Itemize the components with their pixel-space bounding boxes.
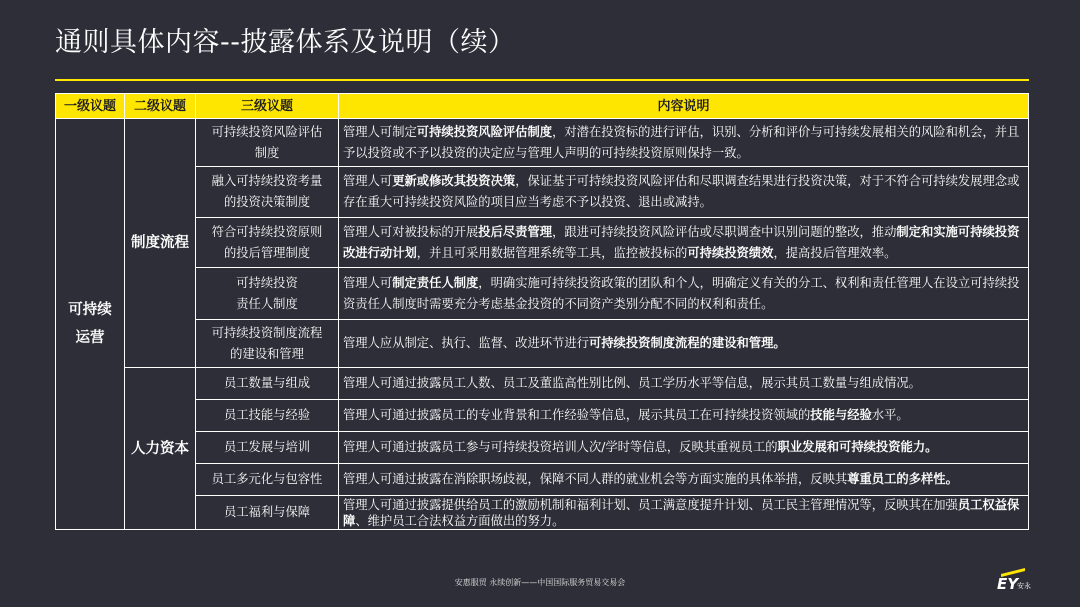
description-cell bbox=[339, 167, 1029, 218]
description-cell bbox=[339, 368, 1029, 400]
level3-line: 的建设和管理 bbox=[230, 346, 304, 361]
description-cell bbox=[339, 268, 1029, 320]
level3-line: 员工技能与经验 bbox=[223, 408, 311, 422]
description-text: 管理人可对被投标的开展 bbox=[343, 224, 479, 239]
description-text: ，并且可采用数据管理系统等工具，监控被投标的 bbox=[416, 245, 688, 260]
description-cell bbox=[339, 464, 1029, 496]
description-text: ，跟进可持续投资风险评估或尽职调查中识别问题的整改，推动 bbox=[552, 224, 897, 239]
header-level3: 三级议题 bbox=[196, 94, 339, 119]
emphasis-text: 可持续投资风险评估制度 bbox=[416, 124, 553, 139]
page-title: 通则具体内容--披露体系及说明（续） bbox=[55, 27, 516, 58]
table-row bbox=[56, 432, 1029, 464]
description-text: 、维护员工合法权益方面做出的努力。 bbox=[355, 513, 565, 528]
title-divider bbox=[55, 79, 1029, 81]
description-text: 管理人可通过披露员工参与可持续投资培训人次/学时等信息，反映其重视员工的 bbox=[343, 440, 778, 454]
description-text: 管理人应从制定、执行、监督、改进环节进行 bbox=[343, 336, 589, 350]
level3-line: 员工发展与培训 bbox=[223, 440, 311, 454]
level2-hr: 人力资本 bbox=[125, 368, 196, 530]
description-cell bbox=[339, 119, 1029, 167]
description-text: 管理人可通过披露提供给员工的激励机制和福利计划、员工满意度提升计划、员工民主管理情况等，反映其在加强 bbox=[343, 497, 958, 512]
level3-cell bbox=[196, 119, 339, 167]
level3-line: 符合可持续投资原则 bbox=[211, 224, 323, 239]
description-text: 管理人可制定 bbox=[343, 124, 417, 139]
emphasis-text: 更新或修改其投资决策 bbox=[392, 174, 516, 188]
table-row bbox=[56, 400, 1029, 432]
header-level1: 一级议题 bbox=[56, 94, 125, 119]
logo-mark: EY bbox=[997, 575, 1019, 593]
ey-logo bbox=[997, 571, 1031, 591]
description-cell bbox=[339, 400, 1029, 432]
level3-line: 员工福利与保障 bbox=[223, 505, 311, 519]
table-row bbox=[56, 464, 1029, 496]
header-description: 内容说明 bbox=[339, 94, 1029, 119]
description-text: 管理人可通过披露员工的专业背景和工作经验等信息，展示其员工在可持续投资领域的 bbox=[343, 408, 811, 422]
level3-line: 可持续投资制度流程 bbox=[211, 325, 323, 340]
description-text: ，明确实施可持续投资政策的团队和个人，明确定义有关的分工、权利和责任管理人在设立可持续投资责任人制度时需要充分考虑基金投资的不同资产类别分配不同的权利和责任。 bbox=[343, 275, 1020, 311]
level3-line: 融入可持续投资考量 bbox=[211, 174, 323, 188]
description-text: 管理人可 bbox=[343, 275, 393, 290]
level3-cell bbox=[196, 400, 339, 432]
level3-line: 员工数量与组成 bbox=[223, 376, 311, 390]
level3-cell bbox=[196, 268, 339, 320]
emphasis-text: 尊重员工的多样性。 bbox=[847, 472, 958, 486]
level3-cell bbox=[196, 167, 339, 218]
description-text: 管理人可通过披露在消除职场歧视，保障不同人群的就业机会等方面实施的具体举措，反映其 bbox=[343, 472, 848, 486]
emphasis-text: 投后尽责管理 bbox=[478, 224, 553, 239]
level3-cell bbox=[196, 218, 339, 268]
level3-line: 的投资决策制度 bbox=[223, 195, 311, 209]
emphasis-text: 可持续投资绩效 bbox=[687, 245, 774, 260]
emphasis-text: 员工权益保障 bbox=[343, 497, 1020, 528]
emphasis-text: 制定和实施可持续投资改进行动计划 bbox=[343, 224, 1020, 260]
level3-line: 责任人制度 bbox=[236, 296, 298, 311]
logo-sub: 安永 bbox=[1017, 582, 1031, 590]
table-row bbox=[56, 496, 1029, 530]
level3-cell bbox=[196, 464, 339, 496]
description-text: 管理人可通过披露员工人数、员工及董监高性别比例、员工学历水平等信息，展示其员工数量与组成情况。 bbox=[343, 376, 921, 390]
level3-line: 可持续投资风险评估 bbox=[211, 124, 323, 139]
description-text: 水平。 bbox=[871, 408, 909, 422]
level3-line: 员工多元化与包容性 bbox=[211, 472, 323, 486]
description-cell bbox=[339, 320, 1029, 368]
level1-line2: 运营 bbox=[75, 330, 105, 346]
table-row bbox=[56, 119, 1029, 167]
level1-line1: 可持续 bbox=[68, 302, 112, 318]
level3-cell bbox=[196, 432, 339, 464]
level3-cell bbox=[196, 320, 339, 368]
emphasis-text: 制定责任人制度 bbox=[392, 275, 479, 290]
description-text: ，保证基于可持续投资风险评估和尽职调查结果进行投资决策，对于不符合可持续发展理念或存在重大可持续投资风险的项目应当考虑不予以投资、退出或减持。 bbox=[343, 174, 1020, 209]
emphasis-text: 技能与经验 bbox=[810, 408, 872, 422]
table-row bbox=[56, 218, 1029, 268]
level2-process: 制度流程 bbox=[125, 119, 196, 368]
level3-line: 制度 bbox=[254, 145, 280, 160]
table-header-row bbox=[56, 94, 1029, 119]
table-row bbox=[56, 167, 1029, 218]
level1-cell bbox=[56, 119, 125, 530]
level3-line: 的投后管理制度 bbox=[223, 245, 311, 260]
disclosure-table bbox=[55, 93, 1029, 530]
emphasis-text: 可持续投资制度流程的建设和管理。 bbox=[588, 336, 786, 350]
description-text: ，对潜在投资标的进行评估，识别、分析和评价与可持续发展相关的风险和机会，并且予以投资或不予以投资的决定应与管理人声明的可持续投资原则保持一致。 bbox=[343, 124, 1020, 160]
description-text: ，提高投后管理效率。 bbox=[773, 245, 897, 260]
description-cell bbox=[339, 218, 1029, 268]
level3-line: 可持续投资 bbox=[236, 275, 298, 290]
table-row bbox=[56, 368, 1029, 400]
table-row bbox=[56, 268, 1029, 320]
table-row bbox=[56, 320, 1029, 368]
description-cell bbox=[339, 432, 1029, 464]
level3-cell bbox=[196, 368, 339, 400]
description-cell bbox=[339, 496, 1029, 530]
header-level2: 二级议题 bbox=[125, 94, 196, 119]
emphasis-text: 职业发展和可持续投资能力。 bbox=[777, 440, 938, 454]
level3-cell bbox=[196, 496, 339, 530]
footer-slogan: 安惠服贸 永续创新——中国国际服务贸易交易会 bbox=[454, 578, 626, 587]
description-text: 管理人可 bbox=[343, 174, 393, 188]
